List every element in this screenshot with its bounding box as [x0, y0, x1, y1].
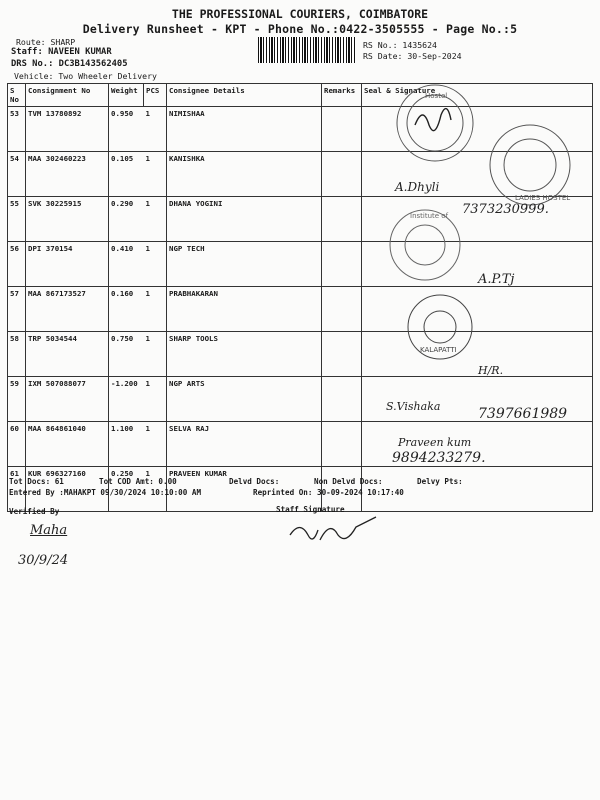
stamp-ladies-hostel: [490, 125, 570, 205]
cell-sno: 55: [8, 197, 26, 242]
delivered-docs: Delvd Docs:: [229, 477, 280, 486]
delivery-points: Delvy Pts:: [417, 477, 463, 486]
cell-consignee: NGP ARTS: [167, 377, 322, 422]
col-header-consignee: Consignee Details: [167, 84, 322, 107]
route-label: Route: SHARP: [16, 37, 76, 47]
cell-consignment: KUR 696327160: [26, 467, 109, 512]
stamp-institute: [390, 210, 460, 280]
cell-weight: 0.410: [109, 242, 144, 287]
vehicle-label: Vehicle: Two Wheeler Delivery: [14, 71, 157, 81]
cell-weight: 0.105: [109, 152, 144, 197]
cell-weight: 0.750: [109, 332, 144, 377]
cell-consignee: SHARP TOOLS: [167, 332, 322, 377]
total-docs: Tot Docs: 61: [9, 477, 64, 486]
staff-label: Staff: NAVEEN KUMAR: [11, 47, 112, 57]
cell-consignment: MAA 867173527: [26, 287, 109, 332]
phone-row55: 7373230999.: [462, 202, 549, 217]
cell-pcs: 1: [144, 152, 167, 197]
cell-consignment: TVM 13780892: [26, 107, 109, 152]
reprinted-on: Reprinted On: 30-09-2024 10:17:40: [253, 488, 404, 497]
cell-consignment: TRP 5034544: [26, 332, 109, 377]
col-header-signature: Seal & Signature: [362, 84, 593, 107]
staff-signature-label: Staff Signature: [276, 505, 345, 514]
cell-consignment: SVK 30225915: [26, 197, 109, 242]
sign-row59: H/R.: [478, 364, 504, 377]
cell-sno: 60: [8, 422, 26, 467]
cell-pcs: 1: [144, 107, 167, 152]
runsheet-title: Delivery Runsheet - KPT - Phone No.:0422-3505555 - Page No.:5: [82, 22, 518, 36]
cell-consignment: DPI 370154: [26, 242, 109, 287]
cell-pcs: 1: [144, 242, 167, 287]
cell-sno: 53: [8, 107, 26, 152]
cell-sno: 61: [8, 467, 26, 512]
cell-pcs: 1: [144, 287, 167, 332]
stamp-text-hostel: Hostel: [425, 92, 448, 100]
col-header-weight: Weight: [109, 84, 144, 107]
verifier-date: 30/9/24: [18, 553, 69, 568]
cell-consignee: KANISHKA: [167, 152, 322, 197]
stamp-text-institute: Institute of: [410, 212, 449, 220]
cell-sno: 54: [8, 152, 26, 197]
cell-weight: 0.160: [109, 287, 144, 332]
stamp-text-ladies: LADIES HOSTEL: [515, 194, 571, 202]
sign-row60: S.Vishaka: [386, 400, 441, 413]
cell-weight: 0.250: [109, 467, 144, 512]
cell-pcs: 1: [144, 467, 167, 512]
cell-consignee: PRABHAKARAN: [167, 287, 322, 332]
cell-consignee: NGP TECH: [167, 242, 322, 287]
cell-pcs: 1: [144, 332, 167, 377]
stamp-text-kalapatti: KALAPATTI: [420, 346, 457, 354]
col-header-remarks: Remarks: [322, 84, 362, 107]
drs-number: DRS No.: DC3B143562405: [11, 59, 128, 69]
cell-consignee: DHANA YOGINI: [167, 197, 322, 242]
cell-consignment: MAA 302460223: [26, 152, 109, 197]
cell-pcs: 1: [144, 422, 167, 467]
cell-consignment: IXM 507088077: [26, 377, 109, 422]
col-header-pcs: PCS: [144, 84, 167, 107]
staff-signature-mark: [290, 517, 376, 540]
cell-weight: -1.200: [109, 377, 144, 422]
total-cod: Tot COD Amt: 0.00: [99, 477, 177, 486]
sign-row57: A.P.Tj: [478, 272, 515, 287]
cell-consignment: MAA 864861040: [26, 422, 109, 467]
cell-sno: 57: [8, 287, 26, 332]
cell-sno: 56: [8, 242, 26, 287]
cell-consignee: PRAVEEN KUMAR: [167, 467, 322, 512]
cell-weight: 1.100: [109, 422, 144, 467]
col-header-consignment: Consignment No: [26, 84, 109, 107]
entered-by: Entered By :MAHAKPT 09/30/2024 10:10:00 AM: [9, 488, 202, 497]
company-title: THE PROFESSIONAL COURIERS, COIMBATORE: [171, 7, 429, 21]
cell-weight: 0.290: [109, 197, 144, 242]
cell-sno: 58: [8, 332, 26, 377]
rs-number: RS No.: 1435624: [363, 40, 437, 50]
phone-row60: 7397661989: [478, 406, 568, 422]
sign-row55: A.Dhyli: [395, 180, 440, 194]
rs-date: RS Date: 30-Sep-2024: [363, 51, 462, 61]
non-delivered-docs: Non Delvd Docs:: [314, 477, 383, 486]
cell-pcs: 1: [144, 377, 167, 422]
phone-row61: 9894233279.: [392, 450, 486, 466]
cell-consignee: SELVA RAJ: [167, 422, 322, 467]
verified-by-label: Verified By: [9, 507, 60, 516]
sign-row61: Praveen kum: [398, 436, 472, 449]
cell-sno: 59: [8, 377, 26, 422]
cell-pcs: 1: [144, 197, 167, 242]
cell-weight: 0.950: [109, 107, 144, 152]
verifier-signature: Maha: [30, 523, 68, 538]
col-header-sno: S No: [8, 84, 26, 107]
cell-consignee: NIMISHAA: [167, 107, 322, 152]
